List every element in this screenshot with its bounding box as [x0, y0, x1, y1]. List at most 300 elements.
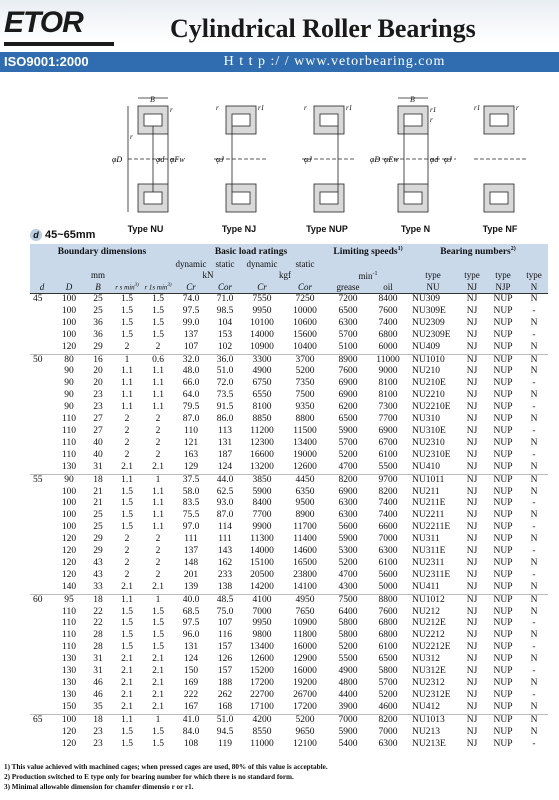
- cell-d: [30, 522, 54, 534]
- cell-nj: NJ: [466, 630, 478, 641]
- cell-cr: 137: [183, 329, 199, 340]
- cell-d: [30, 366, 54, 378]
- cell-nup: NUP: [493, 606, 513, 617]
- cell-cr: 83.5: [182, 498, 200, 509]
- cell-nu: NU2210E: [412, 402, 451, 413]
- cell-cor: 168: [217, 701, 233, 712]
- cell-r: 1.1: [121, 366, 133, 377]
- cell-d: [30, 330, 54, 342]
- cell-cor: 157: [217, 642, 233, 653]
- cell-d: [30, 630, 54, 642]
- cell-cor: 262: [217, 689, 233, 700]
- cell-cork: 9500: [295, 498, 315, 509]
- svg-text:φJ: φJ: [304, 155, 312, 164]
- cell-r: 2: [124, 557, 130, 568]
- cell-D: 120: [61, 341, 77, 352]
- cell-B: 23: [93, 402, 103, 413]
- cell-cork: 10400: [293, 341, 317, 352]
- cell-n: -: [532, 618, 536, 629]
- cell-r: 1.5: [121, 510, 133, 521]
- cell-d: [30, 318, 54, 330]
- table-row: [30, 487, 548, 499]
- cell-gr: 7200: [338, 294, 358, 304]
- cell-B: 29: [93, 341, 103, 352]
- website-url[interactable]: H t t p :/ / www.vetorbearing.com: [110, 52, 559, 72]
- cell-B: 25: [93, 294, 103, 304]
- cell-nu: NU311: [412, 534, 440, 545]
- cell-cor: 102: [217, 341, 233, 352]
- cell-cork: 10000: [293, 305, 317, 316]
- cell-oil: 5200: [378, 689, 398, 700]
- header-boundary: Boundary dimensions: [30, 244, 174, 259]
- cell-d: [30, 342, 54, 354]
- svg-text:φEw: φEw: [384, 155, 399, 164]
- cell-d: [30, 546, 54, 558]
- cell-crk: 16600: [250, 449, 274, 460]
- cell-r1: 1.5: [152, 329, 164, 340]
- cell-cor: 72.0: [216, 378, 234, 389]
- cell-r: 1.5: [121, 606, 133, 617]
- col-grease: grease: [328, 281, 368, 294]
- cell-gr: 4700: [338, 461, 358, 472]
- cell-r1: 1.5: [152, 618, 164, 629]
- cell-B: 40: [93, 437, 103, 448]
- cell-crk: 17100: [250, 701, 274, 712]
- cell-cork: 13400: [293, 437, 317, 448]
- cell-cork: 7250: [295, 294, 315, 304]
- cell-nup: NUP: [493, 738, 513, 749]
- cell-d: [30, 462, 54, 474]
- diagram-label-n: Type N: [400, 224, 431, 234]
- cell-n: N: [520, 474, 548, 486]
- diagram-type-n: [368, 92, 463, 232]
- cell-n: N: [530, 486, 538, 497]
- cell-cr: 75.5: [182, 510, 200, 521]
- cell-gr: 8900: [328, 354, 368, 366]
- cell-r1: 1.1: [152, 402, 164, 413]
- header-load-ratings: Basic load ratings: [174, 244, 328, 259]
- cell-oil: 5500: [378, 461, 398, 472]
- cell-d: [30, 739, 54, 751]
- cell-B: 31: [93, 666, 103, 677]
- cell-n: N: [520, 714, 548, 726]
- cell-n: -: [532, 738, 536, 749]
- cell-B: 18: [84, 474, 112, 486]
- cell-nj: NJ: [466, 606, 478, 617]
- cell-nj: NJ: [466, 378, 478, 389]
- cell-cr: 99.0: [182, 317, 200, 328]
- cell-cork: 16500: [293, 557, 317, 568]
- svg-text:r1: r1: [474, 104, 481, 112]
- diagram-label-nf: Type NF: [482, 224, 518, 234]
- cell-cork: 8800: [295, 414, 315, 425]
- cell-cr: 137: [183, 546, 199, 557]
- cell-r1: 1.5: [152, 726, 164, 737]
- table-row: [30, 618, 548, 630]
- cell-r1: 1.1: [152, 390, 164, 401]
- cell-nup: NUP: [493, 305, 513, 316]
- table-row: [30, 534, 548, 546]
- cell-cr: 58.0: [182, 486, 200, 497]
- header-mm: mm: [84, 269, 112, 281]
- cell-gr: 8200: [328, 474, 368, 486]
- table-row: [30, 642, 548, 654]
- cell-nu: NU2309: [412, 317, 445, 328]
- cell-nu: NU2312E: [412, 689, 451, 700]
- cell-n: -: [532, 402, 536, 413]
- col-cr-kn: Cr: [174, 281, 208, 294]
- cell-D: 90: [64, 402, 74, 413]
- cell-crk: 3850: [242, 474, 282, 486]
- cell-D: 100: [61, 522, 77, 533]
- cell-B: 21: [93, 486, 103, 497]
- header-kn: kN: [174, 269, 242, 281]
- svg-text:r1: r1: [430, 106, 437, 114]
- cell-r: 2.1: [121, 654, 133, 665]
- cell-D: 120: [61, 534, 77, 545]
- cell-d: [30, 642, 54, 654]
- cell-nup: NUP: [493, 557, 513, 568]
- cell-D: 100: [61, 329, 77, 340]
- cell-B: 46: [93, 678, 103, 688]
- cell-nup: NUP: [486, 354, 520, 366]
- cell-nup: NUP: [493, 414, 513, 425]
- svg-text:φJ: φJ: [216, 155, 224, 164]
- cell-cr: 97.5: [182, 305, 200, 316]
- cell-nj: NJ: [458, 354, 486, 366]
- header-type-n: type: [520, 269, 548, 281]
- table-row: [30, 727, 548, 739]
- cell-gr: 5700: [338, 437, 358, 448]
- company-logo: [4, 6, 83, 40]
- cell-gr: 4700: [338, 569, 358, 580]
- cell-nup: NUP: [493, 498, 513, 509]
- cell-cr: 64.0: [182, 390, 200, 401]
- cell-d: [30, 438, 54, 450]
- svg-text:r: r: [516, 104, 519, 112]
- footnote-2: 2) Production switched to E type only for bearing number for which there is no standard form.: [4, 773, 294, 781]
- cell-gr: 5200: [338, 557, 358, 568]
- cell-nup: NUP: [493, 402, 513, 413]
- cell-nj: NJ: [466, 689, 478, 700]
- cell-cor: 233: [217, 569, 233, 580]
- footnotes: [4, 762, 554, 792]
- table-row: [30, 666, 548, 678]
- cell-nu: NU210E: [412, 378, 446, 389]
- cell-crk: 7700: [252, 510, 272, 521]
- cell-gr: 5900: [338, 534, 358, 545]
- cell-nup: NUP: [493, 618, 513, 629]
- table-row: [30, 318, 548, 330]
- cell-r1: 2.1: [152, 461, 164, 472]
- cell-n: -: [532, 449, 536, 460]
- cell-crk: 6750: [252, 378, 272, 389]
- cell-nup: NUP: [493, 449, 513, 460]
- cell-r: 1.1: [121, 378, 133, 389]
- cell-cor: 87.0: [216, 510, 234, 521]
- cell-n: N: [520, 354, 548, 366]
- table-row: [30, 438, 548, 450]
- cell-cr: 131: [183, 642, 199, 653]
- cell-cr: 74.0: [182, 294, 200, 304]
- cell-nu: NU2212E: [412, 642, 451, 653]
- cell-nu: NU2211: [412, 510, 445, 521]
- table-row: [30, 607, 548, 619]
- cell-nu: NU409: [412, 341, 440, 352]
- cell-nup: NUP: [493, 569, 513, 580]
- cell-d: 55: [30, 474, 54, 486]
- header-limiting-speeds: Limiting speeds$^{1)}$: [328, 244, 408, 259]
- size-range-badge: d: [30, 229, 42, 241]
- cell-gr: 5900: [338, 425, 358, 436]
- table-row: [30, 390, 548, 402]
- cell-n: N: [530, 678, 538, 688]
- table-body: [30, 294, 548, 751]
- cell-r1: 1.5: [152, 305, 164, 316]
- page-header: [0, 0, 559, 72]
- cell-nup: NUP: [493, 317, 513, 328]
- cell-d: [30, 402, 54, 414]
- cell-nup: NUP: [493, 425, 513, 436]
- cell-oil: 7700: [378, 414, 398, 425]
- table-row: [30, 498, 548, 510]
- cell-d: [30, 570, 54, 582]
- cell-oil: 6100: [378, 642, 398, 653]
- cell-nu: NU312: [412, 654, 440, 665]
- cell-n: N: [530, 341, 538, 352]
- page-title: Cylindrical Roller Bearings: [170, 14, 476, 43]
- cell-r1: 1.1: [152, 378, 164, 389]
- cell-r1: 2: [155, 534, 161, 545]
- cell-cr: 48.0: [182, 366, 200, 377]
- cell-d: [30, 678, 54, 690]
- cell-r1: 2.1: [152, 689, 164, 700]
- diagram-type-nup: [292, 92, 362, 232]
- cell-nup: NUP: [493, 726, 513, 737]
- cell-nu: NU310: [412, 414, 440, 425]
- cell-cor: 162: [217, 557, 233, 568]
- cell-nup: NUP: [493, 486, 513, 497]
- table-row: [30, 714, 548, 726]
- cell-d: [30, 618, 54, 630]
- svg-text:r: r: [216, 104, 219, 112]
- cell-r: 1.5: [121, 630, 133, 641]
- cell-nu: NU2311: [412, 557, 445, 568]
- cell-r1: 1.1: [152, 366, 164, 377]
- cell-n: -: [532, 305, 536, 316]
- diagram-label-nu: Type NU: [127, 224, 164, 234]
- cell-r1: 2: [155, 569, 161, 580]
- cell-gr: 6500: [338, 305, 358, 316]
- cell-B: 18: [84, 594, 112, 606]
- cell-cor: 86.0: [216, 414, 234, 425]
- cell-crk: 3300: [242, 354, 282, 366]
- cell-oil: 5800: [378, 666, 398, 677]
- cell-crk: 14000: [250, 329, 274, 340]
- cell-gr: 5400: [338, 738, 358, 749]
- cell-gr: 5500: [338, 654, 358, 665]
- header-min: $\min^{-1}$: [328, 269, 408, 281]
- cell-n: N: [530, 366, 538, 377]
- cell-nj: NJ: [466, 305, 478, 316]
- cell-nj: NJ: [466, 618, 478, 629]
- cell-oil: 8200: [368, 714, 408, 726]
- cell-r: 1.1: [121, 402, 133, 413]
- cell-nu: NU210: [412, 366, 440, 377]
- cell-n: -: [532, 329, 536, 340]
- cell-r: 1.5: [121, 329, 133, 340]
- cell-nup: NUP: [493, 461, 513, 472]
- cell-oil: 6300: [378, 738, 398, 749]
- cell-r1: 2.1: [152, 701, 164, 712]
- cell-nj: NJ: [466, 534, 478, 545]
- cell-r1: 2: [155, 414, 161, 425]
- cell-n: -: [532, 498, 536, 509]
- cell-crk: 20500: [250, 569, 274, 580]
- cell-nup: NUP: [493, 366, 513, 377]
- cell-D: 100: [61, 294, 77, 304]
- footnote-1: 1) This value achieved with machined cages; when pressed cages are used, 80% of this value is acceptable.: [4, 763, 328, 771]
- cell-crk: 8850: [252, 414, 272, 425]
- bearing-type-diagrams: [0, 92, 559, 242]
- cell-nup: NUP: [493, 341, 513, 352]
- cell-d: 45: [33, 294, 43, 304]
- cell-nup: NUP: [493, 510, 513, 521]
- table-row: [30, 582, 548, 594]
- cell-oil: 9000: [378, 366, 398, 377]
- cell-gr: 5800: [338, 618, 358, 629]
- cell-B: 20: [93, 366, 103, 377]
- cell-cork: 16000: [293, 642, 317, 653]
- cell-nj: NJ: [466, 425, 478, 436]
- cell-n: N: [530, 317, 538, 328]
- cell-cor: 48.5: [208, 594, 242, 606]
- cell-nj: NJ: [466, 510, 478, 521]
- col-oil: oil: [368, 281, 408, 294]
- cell-r1: 1.5: [152, 738, 164, 749]
- cell-oil: 7000: [378, 534, 398, 545]
- cell-nup: NUP: [493, 522, 513, 533]
- cell-nj: NJ: [466, 666, 478, 677]
- cell-nup: NUP: [486, 474, 520, 486]
- cell-gr: 5700: [338, 329, 358, 340]
- cell-cr: 139: [183, 581, 199, 592]
- cell-crk: 8400: [252, 498, 272, 509]
- header-dynamic-kgf: dynamic: [242, 259, 282, 269]
- cell-nj: NJ: [466, 294, 478, 304]
- cell-oil: 8100: [378, 378, 398, 389]
- cell-d: [30, 582, 54, 594]
- header-type-nup: type: [486, 269, 520, 281]
- cell-nup: NUP: [493, 294, 513, 304]
- cell-nup: NUP: [486, 714, 520, 726]
- header-kgf: kgf: [242, 269, 328, 281]
- cell-r: 2.1: [121, 461, 133, 472]
- cell-gr: 7000: [328, 714, 368, 726]
- cell-d: [30, 510, 54, 522]
- cell-r1: 1.1: [152, 522, 164, 533]
- cell-oil: 5000: [378, 581, 398, 592]
- cell-D: 80: [54, 354, 84, 366]
- cell-cr: 124: [183, 654, 199, 665]
- cell-nu: NU310E: [412, 425, 446, 436]
- cell-nup: NUP: [493, 534, 513, 545]
- cell-d: [30, 498, 54, 510]
- cell-n: N: [530, 534, 538, 545]
- cell-cor: 98.5: [216, 305, 234, 316]
- cell-crk: 22700: [250, 689, 274, 700]
- cell-cork: 15600: [293, 329, 317, 340]
- cell-n: -: [532, 546, 536, 557]
- cell-cor: 93.0: [216, 498, 234, 509]
- cell-d: [30, 666, 54, 678]
- cell-cork: 5200: [282, 714, 328, 726]
- cell-gr: 6300: [338, 317, 358, 328]
- cell-cr: 150: [183, 666, 199, 677]
- cell-D: 90: [54, 474, 84, 486]
- cell-nj: NJ: [466, 437, 478, 448]
- cell-B: 40: [93, 449, 103, 460]
- cell-nu: NU213: [412, 726, 440, 737]
- cell-cor: 51.0: [216, 366, 234, 377]
- cell-r: 2: [124, 425, 130, 436]
- cell-nj: NJ: [466, 341, 478, 352]
- cell-r: 1.5: [121, 642, 133, 653]
- cell-n: N: [520, 594, 548, 606]
- diagram-type-nj: [204, 92, 274, 232]
- cell-oil: 8800: [368, 594, 408, 606]
- cell-cork: 4950: [282, 594, 328, 606]
- cell-cork: 7500: [295, 390, 315, 401]
- cell-r1: 2.1: [152, 581, 164, 592]
- cell-D: 120: [61, 546, 77, 557]
- cell-B: 22: [93, 618, 103, 629]
- cell-gr: 6500: [338, 414, 358, 425]
- cell-nu: NU309: [412, 294, 440, 304]
- svg-text:φFw: φFw: [170, 155, 185, 164]
- cell-gr: 5600: [338, 522, 358, 533]
- cell-crk: 7550: [252, 294, 272, 304]
- cell-n: N: [530, 701, 538, 712]
- cell-nup: NUP: [493, 378, 513, 389]
- cell-r: 2: [124, 414, 130, 425]
- col-d: d: [30, 281, 54, 294]
- cell-d: [30, 702, 54, 714]
- cell-gr: 5100: [338, 341, 358, 352]
- cell-cork: 12600: [293, 461, 317, 472]
- cell-nu: NU212: [412, 606, 440, 617]
- svg-text:φD: φD: [370, 155, 381, 164]
- cell-nj: NJ: [466, 414, 478, 425]
- cell-oil: 7400: [378, 510, 398, 521]
- cell-gr: 3900: [338, 701, 358, 712]
- cell-nu: NU1011: [408, 474, 458, 486]
- cell-cor: 71.0: [216, 294, 234, 304]
- table-row: [30, 558, 548, 570]
- cell-D: 130: [61, 461, 77, 472]
- cell-crk: 9800: [252, 630, 272, 641]
- table-row: [30, 570, 548, 582]
- cell-nj: NJ: [458, 474, 486, 486]
- svg-text:φJ: φJ: [444, 155, 452, 164]
- cell-nup: NUP: [493, 630, 513, 641]
- cell-cr: 37.5: [174, 474, 208, 486]
- cell-D: 110: [62, 642, 76, 653]
- header-static-kgf: static: [282, 259, 328, 269]
- cell-D: 110: [62, 425, 76, 436]
- cell-cork: 11800: [293, 630, 317, 641]
- cell-cr: 40.0: [174, 594, 208, 606]
